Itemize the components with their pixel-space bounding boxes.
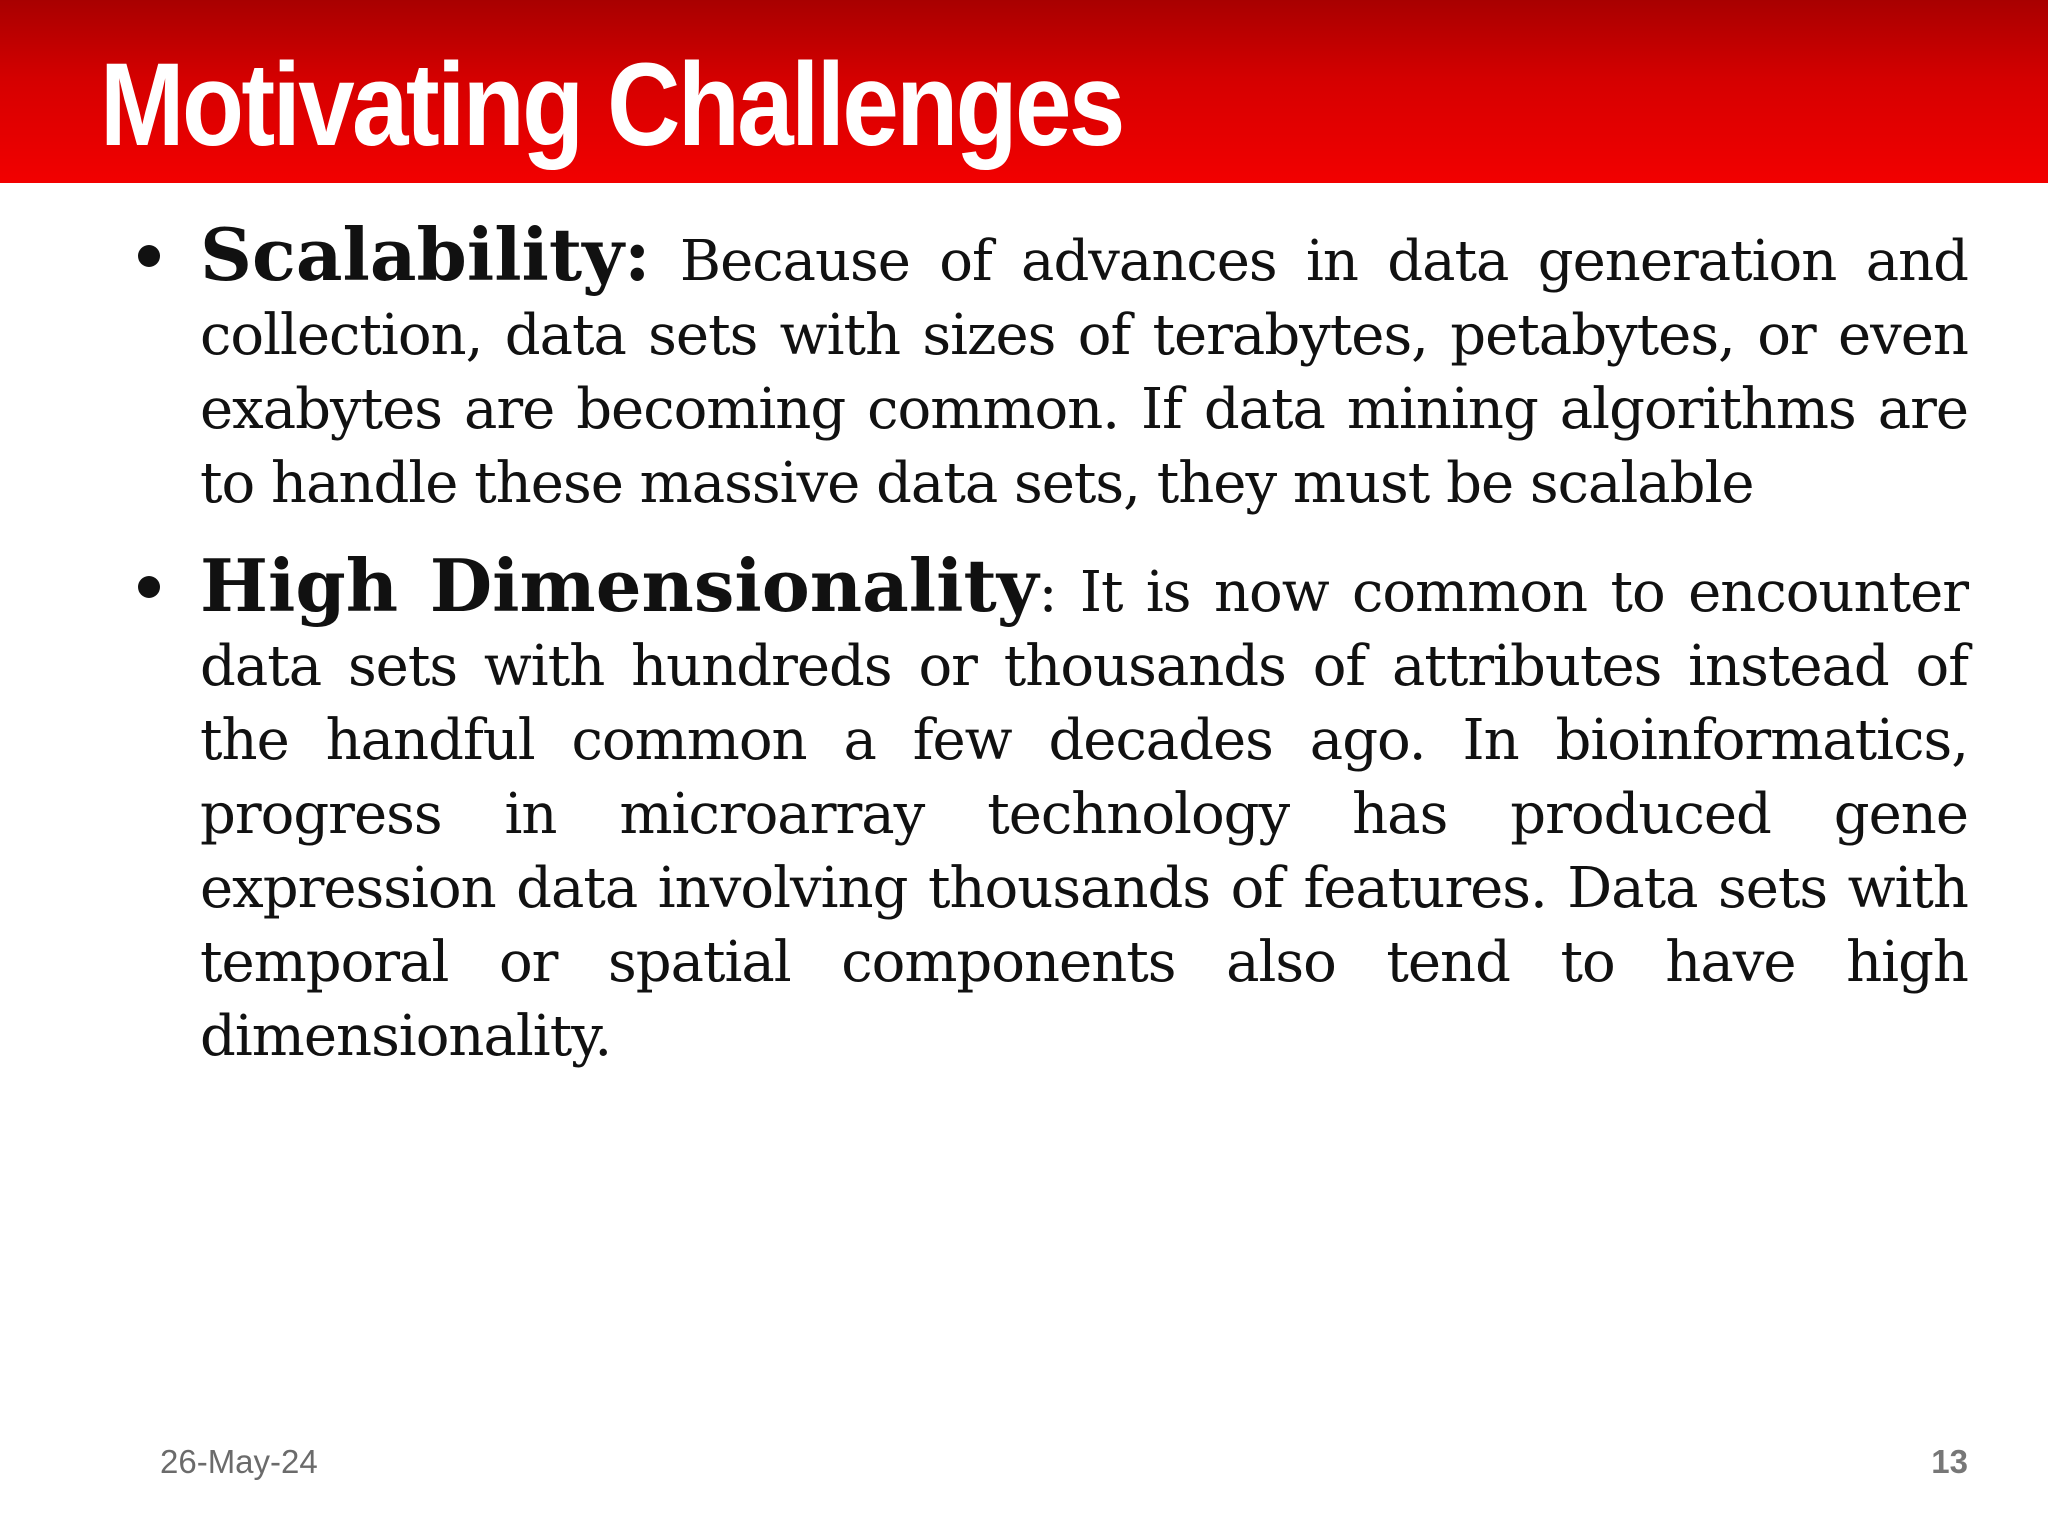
bullet-text: It is now common to encounter data sets with hundreds or thousands of attributes instead of the handful common a few decades ago. In bioinformatics, progress in microarray technology has produced gene expression data involving thousands of features. Data sets with temporal or spatial components also tend to have high dimensionality.	[200, 560, 1968, 1069]
footer-date: 26-May-24	[160, 1443, 318, 1480]
bullet-term: High Dimensionality	[200, 543, 1039, 628]
bullet-list	[0, 212, 2048, 1074]
bullet-text: Because of advances in data generation and collection, data sets with sizes of terabytes, petabytes, or even exabytes are becoming common. If data mining algorithms are to handle these massive data sets, they must be scalable	[200, 229, 1968, 516]
title-bar	[0, 0, 2048, 183]
bullet-scalability	[200, 212, 1968, 521]
bullet-high-dimensionality	[200, 543, 1968, 1074]
slide-title: Motivating Challenges	[100, 39, 1123, 171]
bullet-dot-icon	[138, 576, 160, 598]
page-number: 13	[1931, 1443, 1968, 1480]
bullet-term: Scalability:	[200, 212, 651, 297]
bullet-dot-icon	[138, 245, 160, 267]
bullet-separator: :	[1038, 560, 1057, 625]
